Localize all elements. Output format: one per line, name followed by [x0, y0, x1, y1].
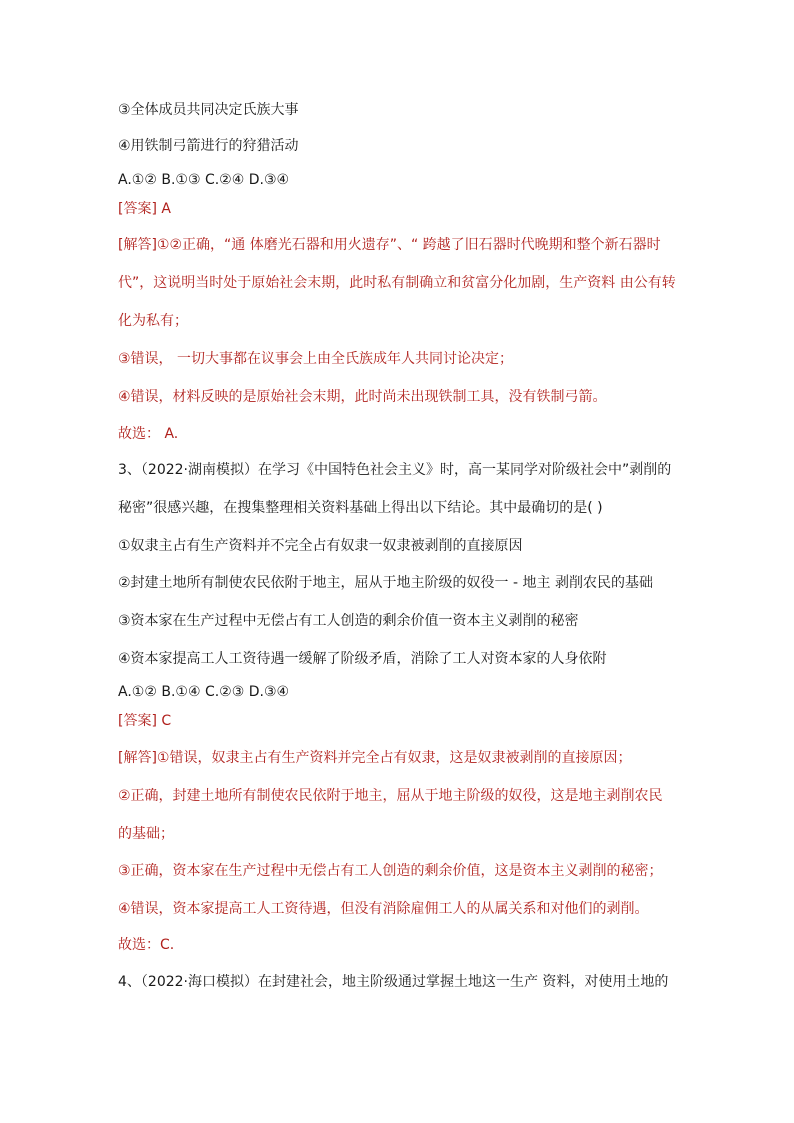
- q3-option-2: ②封建土地所有制使农民依附于地主，屈从于地主阶级的奴役一 - 地主 剥削农民的基础: [118, 575, 653, 591]
- q3-analysis-line-5: ④错误，资本家提高工人工资待遇，但没有消除雇佣工人的从属关系和对他们的剥削。: [118, 901, 649, 917]
- q2-analysis-line-5: ④错误，材料反映的是原始社会末期，此时尚未出现铁制工具，没有铁制弓箭。: [118, 389, 607, 405]
- q3-stem-line-1: 3、（2022·湖南模拟）在学习《中国特色社会主义》时，高一某同学对阶级社会中”剥削的: [118, 462, 672, 478]
- q3-answer: [答案] C: [118, 713, 172, 729]
- q3-option-3: ③资本家在生产过程中无偿占有工人创造的剩余价值一资本主义剥削的秘密: [118, 613, 579, 629]
- q3-conclusion: 故选：C.: [118, 937, 175, 953]
- q2-analysis-line-3: 化为私有；: [118, 313, 188, 329]
- q3-analysis-line-3: 的基础；: [118, 826, 174, 842]
- q2-conclusion: 故选： A.: [118, 426, 179, 442]
- q2-analysis-line-4: ③错误， 一切大事都在议事会上由全氏族成年人共同讨论决定；: [118, 351, 513, 367]
- q2-option-4: ④用铁制弓箭进行的狩猎活动: [118, 138, 299, 154]
- q3-option-1: ①奴隶主占有生产资料并不完全占有奴隶一奴隶被剥削的直接原因: [118, 538, 523, 554]
- q2-analysis-line-1: [解答]①②正确，“通 体磨光石器和用火遗存”、“ 跨越了旧石器时代晚期和整个新石器时: [118, 237, 661, 253]
- q3-analysis-line-4: ③正确，资本家在生产过程中无偿占有工人创造的剩余价值，这是资本主义剥削的秘密；: [118, 863, 663, 879]
- q3-choices: A.①② B.①④ C.②③ D.③④: [118, 684, 290, 700]
- q2-answer: [答案] A: [118, 201, 171, 217]
- q3-stem-line-2: 秘密”很感兴趣，在搜集整理相关资料基础上得出以下结论。其中最确切的是( ): [118, 500, 603, 516]
- q3-analysis-line-2: ②正确，封建土地所有制使农民依附于地主，屈从于地主阶级的奴役，这是地主剥削农民: [118, 788, 663, 804]
- q4-stem-line-1: 4、（2022·海口模拟）在封建社会，地主阶级通过掌握土地这一生产 资料，对使用土地的: [118, 974, 669, 990]
- q2-analysis-line-2: 代”，这说明当时处于原始社会末期，此时私有制确立和贫富分化加剧，生产资料 由公有转: [118, 275, 676, 291]
- q2-option-3: ③全体成员共同决定氏族大事: [118, 102, 299, 118]
- q2-choices: A.①② B.①③ C.②④ D.③④: [118, 172, 290, 188]
- q3-option-4: ④资本家提高工人工资待遇一缓解了阶级矛盾，消除了工人对资本家的人身依附: [118, 651, 607, 667]
- q3-analysis-line-1: [解答]①错误，奴隶主占有生产资料并完全占有奴隶，这是奴隶被剥削的直接原因；: [118, 750, 632, 766]
